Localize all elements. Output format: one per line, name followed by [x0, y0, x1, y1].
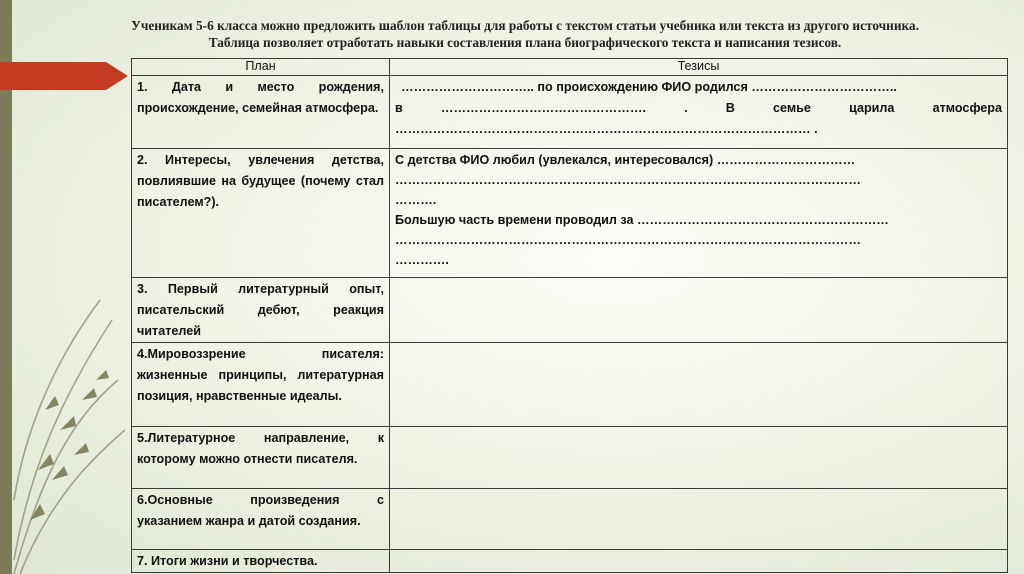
header-theses: Тезисы	[390, 59, 1008, 76]
table-row	[132, 76, 1008, 149]
thesis-line: в …………………………………………. . В семье царила атмосфера	[395, 101, 1002, 115]
plan-cell: 7. Итоги жизни и творчества.	[132, 550, 390, 573]
thesis-line: ……………………………………………………………………………………… .	[395, 122, 818, 136]
thesis-line: Большую часть времени проводил за ……………………………………………………	[395, 213, 889, 227]
red-arrow-marker	[0, 62, 128, 90]
slide-heading	[60, 17, 990, 51]
heading-line-2: Таблица позволяет отработать навыки составления плана биографического текста и написания тезисов.	[208, 35, 842, 50]
theses-cell	[390, 76, 1008, 149]
theses-cell-empty	[390, 489, 1008, 550]
thesis-line: ……….	[395, 193, 437, 207]
thesis-line: ………….	[395, 253, 449, 267]
plan-cell: 5.Литературное направление, к которому можно отнести писателя.	[132, 427, 390, 489]
table-row	[132, 278, 1008, 343]
thesis-line: ………………………….. по происхождению ФИО родился ……………………………..	[401, 80, 897, 94]
theses-cell-empty	[390, 427, 1008, 489]
thesis-line: …………………………………………………………………………………………………	[395, 173, 861, 187]
table-row	[132, 427, 1008, 489]
theses-cell-empty	[390, 343, 1008, 427]
plan-theses-table	[131, 58, 1008, 573]
plan-cell: 6.Основные произведения с указанием жанра и датой создания.	[132, 489, 390, 550]
table-row	[132, 149, 1008, 278]
header-plan: План	[132, 59, 390, 76]
theses-cell-empty	[390, 278, 1008, 343]
heading-line-1: Ученикам 5-6 класса можно предложить шаблон таблицы для работы с текстом статьи учебника или текста из другого источника.	[131, 18, 919, 33]
plan-cell: 4.Мировоззрение писателя: жизненные принципы, литературная позиция, нравственные идеалы.	[132, 343, 390, 427]
table-row	[132, 550, 1008, 573]
plan-cell: 3. Первый литературный опыт, писательский дебют, реакция читателей	[132, 278, 390, 343]
plan-cell: 1. Дата и место рождения, происхождение, семейная атмосфера.	[132, 76, 390, 149]
theses-cell	[390, 149, 1008, 278]
plan-cell: 2. Интересы, увлечения детства, повлиявшие на будущее (почему стал писателем?).	[132, 149, 390, 278]
table-row	[132, 489, 1008, 550]
thesis-line: …………………………………………………………………………………………………	[395, 233, 861, 247]
table-row	[132, 343, 1008, 427]
table-header-row	[132, 59, 1008, 76]
theses-cell-empty	[390, 550, 1008, 573]
thesis-line: С детства ФИО любил (увлекался, интересовался) ……………………………	[395, 153, 856, 167]
